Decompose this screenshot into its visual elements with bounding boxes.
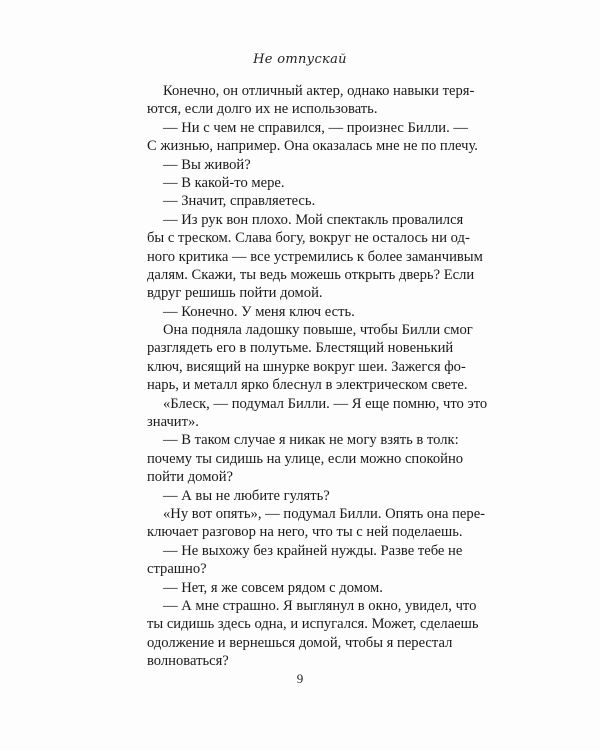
- text-line: почему ты сидишь на улице, если можно спокойно: [147, 450, 464, 467]
- text-line: Конечно, он отличный актер, однако навыки теря-: [163, 83, 475, 99]
- text-line: — А мне страшно. Я выглянул в окно, увидел, что: [163, 597, 477, 614]
- text-line: — Нет, я же совсем рядом с домом.: [163, 579, 383, 596]
- text-line: «Блеск, — подумал Билли. — Я еще помню, что это: [163, 395, 488, 412]
- text-line: — Ни с чем не справился, — произнес Билли. —: [163, 119, 468, 136]
- body-text: [147, 82, 488, 671]
- text-line: разглядеть его в полутьме. Блестящий новенький: [147, 340, 454, 357]
- text-line: значит».: [147, 414, 199, 431]
- text-line: ты сидишь здесь одна, и испугался. Может, сделаешь: [147, 616, 479, 633]
- text-line: вдруг решишь пойти домой.: [147, 285, 323, 302]
- text-line: бы с треском. Слава богу, вокруг не осталось ни од-: [147, 230, 470, 247]
- text-line: — Не выхожу без крайней нужды. Разве тебе не: [163, 542, 463, 559]
- text-line: Она подняла ладошку повыше, чтобы Билли смог: [163, 322, 473, 339]
- text-line: — В какой-то мере.: [163, 174, 285, 191]
- text-line: ключает разговор на него, что ты с ней поделаешь.: [147, 524, 463, 541]
- text-line: С жизнью, например. Она оказалась мне не по плечу.: [147, 138, 478, 155]
- text-line: — А вы не любите гулять?: [163, 487, 330, 504]
- text-line: ются, если долго их не использовать.: [147, 101, 378, 118]
- text-line: нарь, и металл ярко блеснул в электрическом свете.: [147, 377, 468, 394]
- text-line: страшно?: [147, 561, 207, 578]
- text-line: ключ, висящий на шнурке вокруг шеи. Зажегся фо-: [147, 358, 466, 375]
- text-line: пойти домой?: [147, 469, 234, 486]
- text-line: «Ну вот опять», — подумал Билли. Опять она пере-: [163, 505, 486, 522]
- text-line: далям. Скажи, ты ведь можешь открыть дверь? Если: [147, 266, 475, 283]
- running-header-title: Не отпускай: [253, 52, 347, 67]
- text-line: ного критика — все устремились к более заманчивым: [147, 248, 483, 265]
- text-line: — Значит, справляетесь.: [163, 193, 316, 210]
- text-line: — Вы живой?: [163, 156, 251, 173]
- text-line: — Из рук вон плохо. Мой спектакль провалился: [163, 211, 464, 228]
- text-line: волноваться?: [147, 653, 229, 670]
- text-line: — Конечно. У меня ключ есть.: [163, 303, 355, 320]
- text-line: — В таком случае я никак не могу взять в толк:: [163, 432, 459, 449]
- text-line: одолжение и вернешься домой, чтобы я перестал: [147, 634, 453, 651]
- page-number: 9: [296, 671, 304, 686]
